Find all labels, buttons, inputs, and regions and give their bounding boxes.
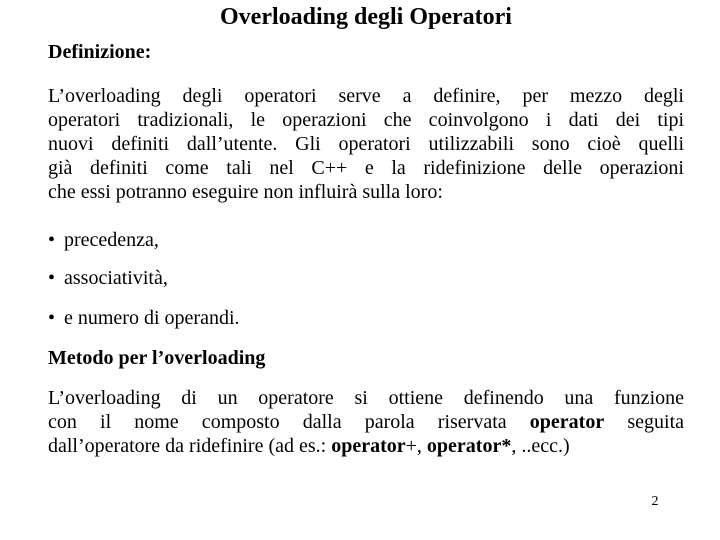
definizione-paragraph [48, 84, 684, 204]
bullet-item [48, 266, 168, 290]
bullet-marker: • [48, 229, 56, 251]
page-number: 2 [651, 494, 659, 509]
bullet-marker: • [48, 307, 56, 329]
bullet-item [48, 306, 240, 330]
metodo-line-2-text: con il nome composto dalla parola riservata [48, 411, 507, 433]
slide-title: Overloading degli Operatori [220, 4, 512, 30]
definizione-line-2: operatori tradizionali, le operazioni che coinvolgono i dati dei tipi [48, 109, 684, 131]
metodo-line-3 [48, 434, 684, 458]
bullet-item [48, 228, 159, 252]
definizione-line-1: L’overloading degli operatori serve a definire, per mezzo degli [48, 85, 684, 107]
bullet-marker: • [48, 267, 56, 289]
metodo-line-3-text: dall’operatore da ridefinire (ad es.: [48, 435, 327, 457]
definizione-line-3: nuovi definiti dall’utente. Gli operatori utilizzabili sono cioè quelli [48, 133, 684, 155]
operator-keyword: operator [529, 411, 605, 433]
metodo-line-2-end: seguita [627, 411, 685, 433]
metodo-heading: Metodo per l’overloading [48, 347, 266, 369]
metodo-line-3-end: , ..ecc.) [511, 435, 570, 457]
bullet-text: precedenza, [64, 229, 159, 251]
operator-star-keyword: operator* [426, 435, 512, 457]
metodo-line-1: L’overloading di un operatore si ottiene definendo una funzione [48, 387, 684, 409]
metodo-line-2 [48, 410, 684, 434]
bullet-text: e numero di operandi. [64, 307, 240, 329]
definizione-line-4: già definiti come tali nel C++ e la ridefinizione delle operazioni [48, 157, 684, 179]
operator-plus-keyword: operator [331, 435, 406, 457]
definizione-line-5: che essi potranno eseguire non influirà sulla loro: [48, 181, 443, 203]
metodo-paragraph [48, 386, 684, 458]
operator-plus-symbol: +, [405, 435, 422, 457]
bullet-text: associatività, [64, 267, 168, 289]
definizione-heading: Definizione: [48, 41, 152, 63]
